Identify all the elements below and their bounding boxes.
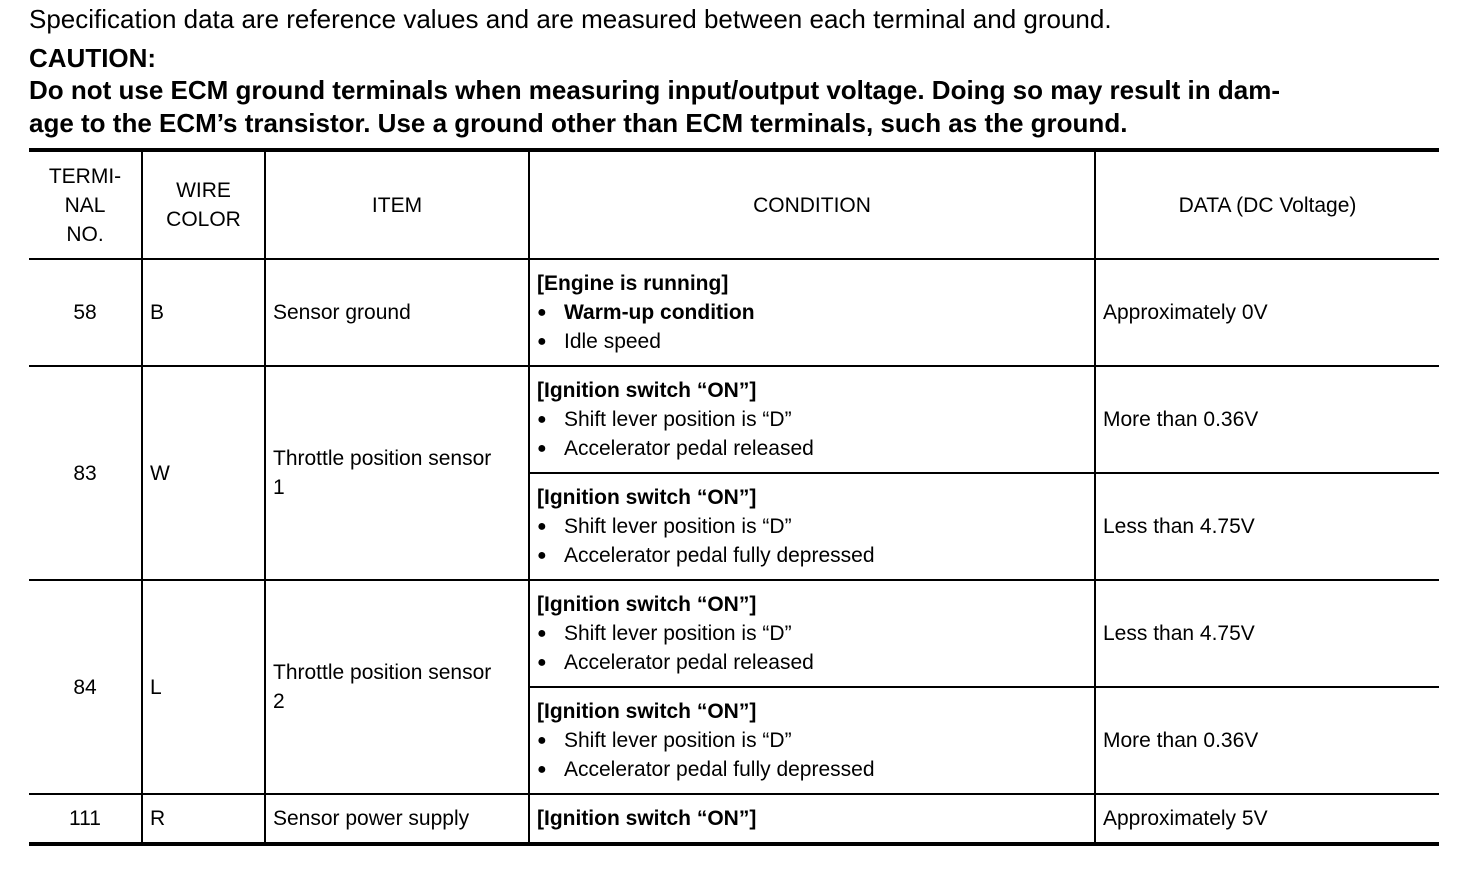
data-value: Less than 4.75V [1095, 473, 1439, 580]
bullet-icon: ● [537, 547, 547, 564]
condition-heading: [Ignition switch “ON”] [537, 379, 757, 402]
condition-heading: [Ignition switch “ON”] [537, 593, 757, 616]
condition-item: ● Shift lever position is “D” [537, 726, 1087, 755]
condition-item: ● Accelerator pedal released [537, 648, 1087, 677]
table-row [29, 580, 1439, 687]
bullet-icon: ● [537, 440, 547, 457]
bullet-icon: ● [537, 304, 547, 321]
data-value: Approximately 0V [1095, 259, 1439, 366]
header-condition: CONDITION [529, 150, 1095, 259]
bullet-icon: ● [537, 333, 547, 350]
wire-color: W [142, 366, 265, 580]
item-cell: Sensor power supply [265, 794, 529, 844]
data-value: Less than 4.75V [1095, 580, 1439, 687]
item-cell: Sensor ground [265, 259, 529, 366]
caution-title: CAUTION: [29, 43, 157, 73]
condition-cell [529, 580, 1095, 687]
condition-cell [529, 259, 1095, 366]
bullet-icon: ● [537, 518, 547, 535]
table-row [29, 366, 1439, 473]
condition-item: ● Accelerator pedal fully depressed [537, 541, 1087, 570]
condition-item: ● Shift lever position is “D” [537, 619, 1087, 648]
condition-heading: [Ignition switch “ON”] [537, 700, 757, 723]
condition-heading: [Ignition switch “ON”] [537, 486, 757, 509]
table-row [29, 259, 1439, 366]
bullet-icon: ● [537, 732, 547, 749]
caution-line-2: age to the ECM’s transistor. Use a ground other than ECM terminals, such as the ground. [29, 108, 1128, 138]
header-data: DATA (DC Voltage) [1095, 150, 1439, 259]
item-cell: Throttle position sensor 2 [265, 580, 529, 794]
terminal-spec-table [29, 148, 1439, 846]
table-row [29, 794, 1439, 844]
condition-cell [529, 687, 1095, 794]
terminal-number: 83 [29, 366, 142, 580]
wire-color: L [142, 580, 265, 794]
condition-item: ● Idle speed [537, 327, 1087, 356]
data-value: Approximately 5V [1095, 794, 1439, 844]
bullet-icon: ● [537, 625, 547, 642]
condition-cell [529, 794, 1095, 844]
terminal-number: 84 [29, 580, 142, 794]
data-value: More than 0.36V [1095, 366, 1439, 473]
bullet-icon: ● [537, 411, 547, 428]
terminal-number: 58 [29, 259, 142, 366]
intro-text: Specification data are reference values and are measured between each terminal and ground. [29, 4, 1112, 34]
data-value: More than 0.36V [1095, 687, 1439, 794]
wire-color: B [142, 259, 265, 366]
header-item: ITEM [265, 150, 529, 259]
condition-heading: [Ignition switch “ON”] [537, 807, 757, 830]
caution-text [29, 74, 1439, 140]
table-header-row [29, 150, 1439, 259]
condition-item: ● Warm-up condition [537, 298, 1087, 327]
wire-color: R [142, 794, 265, 844]
header-wire-color: WIRE COLOR [142, 150, 265, 259]
header-terminal-no: TERMI- NAL NO. [29, 150, 142, 259]
condition-heading: [Engine is running] [537, 272, 729, 295]
condition-item: ● Shift lever position is “D” [537, 512, 1087, 541]
condition-item: ● Accelerator pedal fully depressed [537, 755, 1087, 784]
condition-cell [529, 473, 1095, 580]
bullet-icon: ● [537, 761, 547, 778]
item-cell: Throttle position sensor 1 [265, 366, 529, 580]
condition-cell [529, 366, 1095, 473]
caution-line-1: Do not use ECM ground terminals when measuring input/output voltage. Doing so may result in dam- [29, 75, 1280, 105]
condition-item: ● Shift lever position is “D” [537, 405, 1087, 434]
terminal-number: 111 [29, 794, 142, 844]
condition-item: ● Accelerator pedal released [537, 434, 1087, 463]
bullet-icon: ● [537, 654, 547, 671]
